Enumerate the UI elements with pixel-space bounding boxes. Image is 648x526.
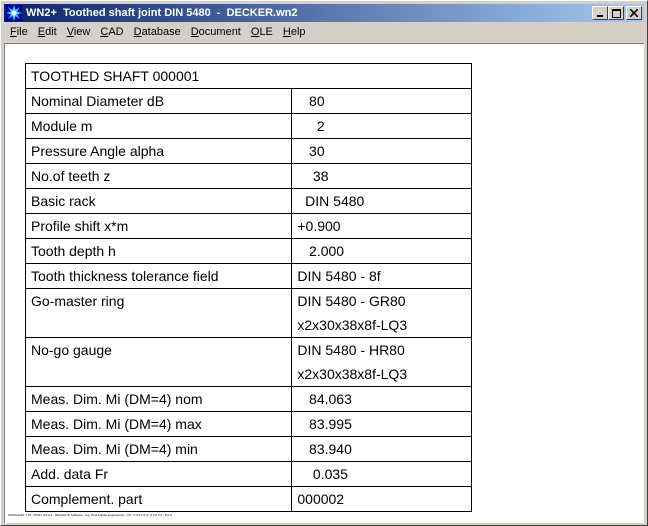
row-value: 80 (292, 89, 472, 114)
table-header-row (26, 64, 472, 89)
row-value: 2.000 (292, 239, 472, 264)
table-row (26, 239, 472, 264)
row-value-line2: x2x30x38x8f-LQ3 (297, 366, 408, 382)
row-label: Nominal Diameter dB (26, 89, 292, 114)
table-row (26, 189, 472, 214)
close-icon (630, 9, 638, 17)
window-controls (592, 6, 642, 20)
row-value: 000002 (292, 487, 472, 512)
row-label: Go-master ring (26, 289, 292, 338)
row-label: Tooth thickness tolerance field (26, 264, 292, 289)
row-value: +0.900 (292, 214, 472, 239)
row-value (292, 289, 472, 338)
table-row (26, 164, 472, 189)
title-bar[interactable] (4, 4, 644, 22)
menu-help[interactable]: Help (282, 26, 306, 38)
row-label: Meas. Dim. Mi (DM=4) min (26, 437, 292, 462)
table-header: TOOTHED SHAFT 000001 (26, 64, 472, 89)
menu-edit[interactable]: Edit (37, 26, 57, 38)
table-row (26, 462, 472, 487)
starburst-app-icon[interactable] (6, 5, 22, 21)
row-label: Complement. part (26, 487, 292, 512)
row-label: Profile shift x*m (26, 214, 292, 239)
table-row (26, 114, 472, 139)
row-label: Meas. Dim. Mi (DM=4) max (26, 412, 292, 437)
document-area[interactable] (4, 43, 644, 523)
row-label: No.of teeth z (26, 164, 292, 189)
row-label: Module m (26, 114, 292, 139)
table-row (26, 437, 472, 462)
table-row (26, 487, 472, 512)
row-label: Tooth depth h (26, 239, 292, 264)
menu-cad[interactable]: CAD (100, 26, 124, 38)
row-value: DIN 5480 (292, 189, 472, 214)
table-row (26, 412, 472, 437)
menu-document[interactable]: Document (190, 26, 241, 38)
maximize-icon (612, 9, 621, 18)
row-value: 38 (292, 164, 472, 189)
table-row (26, 89, 472, 114)
footer-info-text: WN2SHAFT 7.15 - WN2+ 9.8.2.0 - HEXAGON Software - Ing. Paul Franke Engineering - V.8 - 0 0 0 0 0 0 - 0 0 0 0 0 - 0 0 0 (8, 513, 172, 517)
table-row (26, 139, 472, 164)
row-value (292, 338, 472, 387)
toothed-shaft-table (25, 63, 472, 512)
row-label: Add. data Fr (26, 462, 292, 487)
menu-file[interactable]: File (10, 26, 28, 38)
row-value: 0.035 (292, 462, 472, 487)
row-value: DIN 5480 - 8f (292, 264, 472, 289)
table-row (26, 338, 472, 387)
row-value: 83.940 (292, 437, 472, 462)
menu-database[interactable]: Database (133, 26, 181, 38)
row-value: 30 (292, 139, 472, 164)
minimize-button[interactable] (592, 6, 608, 20)
row-value: 83.995 (292, 412, 472, 437)
table-row (26, 289, 472, 338)
row-label: No-go gauge (26, 338, 292, 387)
row-value: 2 (292, 114, 472, 139)
table-row (26, 264, 472, 289)
menu-view[interactable]: View (66, 26, 91, 38)
row-value-line1: DIN 5480 - GR80 (297, 293, 406, 309)
table-row (26, 387, 472, 412)
row-label: Meas. Dim. Mi (DM=4) nom (26, 387, 292, 412)
row-label: Basic rack (26, 189, 292, 214)
close-button[interactable] (626, 6, 642, 20)
menu-ole[interactable]: OLE (250, 26, 273, 38)
menu-bar (4, 23, 644, 42)
table-row (26, 214, 472, 239)
row-value-line1: DIN 5480 - HR80 (297, 342, 405, 358)
row-value: 84.063 (292, 387, 472, 412)
row-value-line2: x2x30x38x8f-LQ3 (297, 317, 408, 333)
maximize-button[interactable] (608, 6, 624, 20)
row-label: Pressure Angle alpha (26, 139, 292, 164)
minimize-icon (596, 9, 604, 17)
window-title: WN2+ Toothed shaft joint DIN 5480 - DECKER.wn2 (26, 7, 298, 19)
